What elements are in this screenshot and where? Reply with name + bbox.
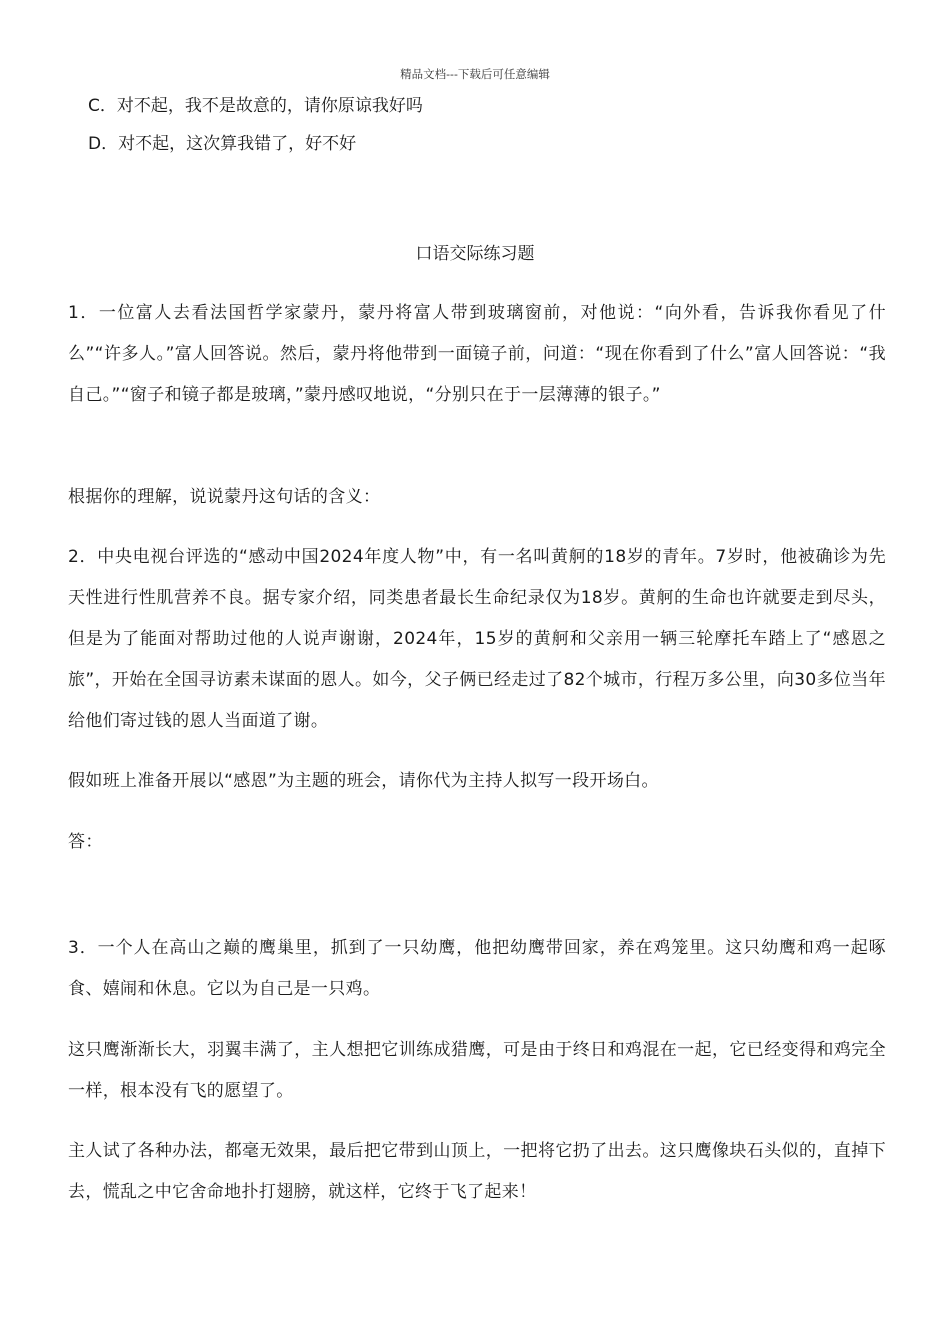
option-c: C．对不起，我不是故意的，请你原谅我好吗: [88, 96, 423, 116]
header-note: 精品文档---下载后可任意编辑: [400, 67, 550, 81]
question-2-prompt: 假如班上准备开展以“感恩”为主题的班会，请你代为主持人拟写一段开场白。: [68, 771, 659, 791]
section-title: 口语交际练习题: [415, 244, 535, 264]
question-1-prompt: 根据你的理解，说说蒙丹这句话的含义：: [68, 487, 381, 507]
question-2-text: 2．中央电视台评选的“感动中国2024年度人物”中，有一名叫黄舸的18岁的青年。7岁时，他被确诊为先天性进行性肌营养不良。据专家介绍，同类患者最长生命纪录仅为18岁。黄舸的生命也许就要走到尽头，但是为了能面对帮助过他的人说声谢谢，2024年，15岁的黄舸和父亲用一辆三轮摩托车踏上了“感恩之旅”，开始在全国寻访素未谋面的恩人。如今，父子俩已经走过了82个城市，行程万多公里，向30多位当年给他们寄过钱的恩人当面道了谢。: [68, 547, 886, 731]
question-3-text-2: 这只鹰渐渐长大，羽翼丰满了，主人想把它训练成猎鹰，可是由于终日和鸡混在一起，它已经变得和鸡完全一样，根本没有飞的愿望了。: [68, 1040, 886, 1101]
option-d: D．对不起，这次算我错了，好不好: [88, 134, 357, 154]
question-3-text-3: 主人试了各种办法，都毫无效果，最后把它带到山顶上，一把将它扔了出去。这只鹰像块石头似的，直掉下去，慌乱之中它舍命地扑打翅膀，就这样，它终于飞了起来！: [68, 1141, 886, 1202]
question-1-text: 1．一位富人去看法国哲学家蒙丹，蒙丹将富人带到玻璃窗前，对他说：“向外看，告诉我你看见了什么”“许多人。”富人回答说。然后，蒙丹将他带到一面镜子前，问道：“现在你看到了什么”富人回答说：“我自己。”“窗子和镜子都是玻璃，”蒙丹感叹地说，“分别只在于一层薄薄的银子。”: [68, 303, 886, 405]
question-3-text-1: 3．一个人在高山之巅的鹰巢里，抓到了一只幼鹰，他把幼鹰带回家，养在鸡笼里。这只幼鹰和鸡一起啄食、嬉闹和休息。它以为自己是一只鸡。: [68, 938, 886, 999]
question-2-answer-label: 答：: [68, 832, 103, 852]
